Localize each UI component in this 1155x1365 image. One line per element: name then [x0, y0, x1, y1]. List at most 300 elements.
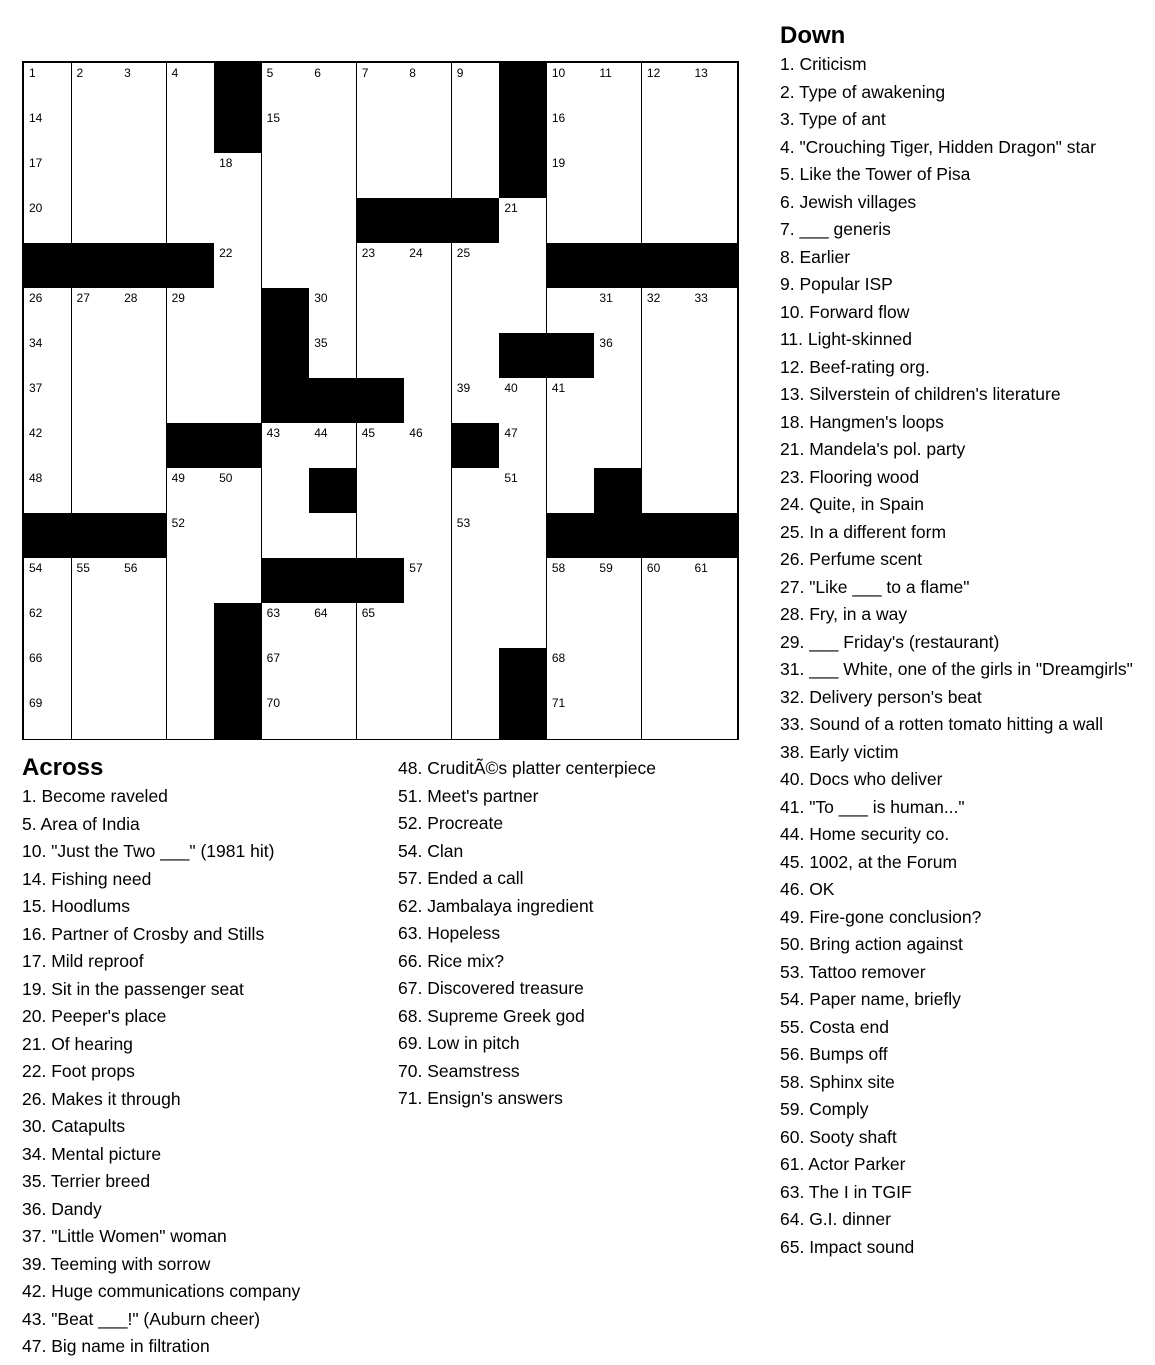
grid-cell[interactable]	[642, 153, 690, 199]
grid-cell[interactable]	[262, 63, 310, 109]
clue: 28. Fry, in a way	[780, 604, 908, 624]
grid-cell[interactable]	[72, 198, 120, 244]
grid-cell[interactable]	[452, 513, 500, 559]
grid-cell[interactable]	[309, 333, 357, 379]
grid-cell[interactable]	[689, 333, 737, 379]
grid-cell[interactable]	[357, 603, 405, 649]
cell-number: 1	[29, 66, 36, 80]
grid-cell[interactable]	[167, 603, 215, 649]
grid-cell[interactable]	[167, 153, 215, 199]
clue: 39. Teeming with sorrow	[22, 1253, 211, 1274]
grid-cell[interactable]	[689, 648, 737, 694]
grid-cell[interactable]	[404, 558, 452, 604]
grid-cell[interactable]	[262, 513, 310, 559]
grid-cell[interactable]	[404, 693, 452, 739]
grid-cell[interactable]	[167, 378, 215, 424]
grid-cell[interactable]	[357, 333, 405, 379]
black-square	[404, 198, 452, 244]
clue: 37. "Little Women" woman	[22, 1226, 227, 1246]
cell-number: 37	[29, 381, 43, 395]
cell-number: 18	[219, 156, 233, 170]
grid-cell[interactable]	[499, 513, 547, 559]
black-square	[642, 243, 690, 289]
grid-cell[interactable]	[642, 108, 690, 154]
across-clues-continued	[398, 755, 656, 1113]
clue: 1. Criticism	[780, 54, 867, 74]
clue: 53. Tattoo remover	[780, 961, 926, 982]
clue: 63. Hopeless	[398, 923, 501, 943]
across-clue-list-1	[22, 783, 300, 1361]
cell-number: 27	[76, 291, 90, 305]
cell-number: 58	[551, 561, 566, 575]
clue: 27. "Like ___ to a flame"	[780, 576, 970, 597]
black-square	[309, 468, 357, 514]
grid-cell[interactable]	[547, 108, 595, 154]
grid-cell[interactable]	[357, 513, 405, 559]
black-square	[642, 513, 690, 559]
grid-cell[interactable]	[262, 423, 310, 469]
black-square	[214, 63, 262, 109]
clue: 45. 1002, at the Forum	[780, 851, 958, 872]
clue: 2. Type of awakening	[780, 81, 946, 102]
grid-cell[interactable]	[24, 603, 72, 649]
grid-cell[interactable]	[262, 468, 310, 514]
clue: 21. Mandela's pol. party	[780, 439, 966, 459]
clue: 29. ___ Friday's (restaurant)	[780, 631, 1000, 652]
grid-cell[interactable]	[642, 693, 690, 739]
grid-cell[interactable]	[119, 603, 167, 649]
grid-cell[interactable]	[119, 153, 167, 199]
cell-number: 48	[29, 471, 43, 485]
grid-cell[interactable]	[404, 648, 452, 694]
grid-cell[interactable]	[262, 648, 310, 694]
clue: 25. In a different form	[780, 521, 947, 542]
grid-cell[interactable]	[594, 108, 642, 154]
grid-cell[interactable]	[452, 243, 500, 289]
grid-cell[interactable]	[404, 108, 452, 154]
grid-cell[interactable]	[119, 468, 167, 514]
grid-cell[interactable]	[499, 468, 547, 514]
cell-number: 13	[694, 66, 708, 80]
grid-cell[interactable]	[547, 603, 595, 649]
clue: 10. "Just the Two ___" (1981 hit)	[22, 841, 275, 861]
grid-cell[interactable]	[452, 558, 500, 604]
grid-cell[interactable]	[642, 423, 690, 469]
grid-cell[interactable]	[452, 333, 500, 379]
grid-cell[interactable]	[452, 153, 500, 199]
grid-cell[interactable]	[357, 108, 405, 154]
grid-cell[interactable]	[547, 378, 595, 424]
grid-cell[interactable]	[72, 63, 120, 109]
cell-number: 40	[504, 381, 518, 395]
black-square	[167, 423, 215, 469]
grid-cell[interactable]	[404, 153, 452, 199]
clue: 10. Forward flow	[780, 301, 910, 322]
grid-cell[interactable]	[214, 333, 262, 379]
grid-cell[interactable]	[547, 198, 595, 244]
clue: 21. Of hearing	[22, 1033, 133, 1054]
grid-cell[interactable]	[547, 468, 595, 514]
grid-cell[interactable]	[642, 648, 690, 694]
grid-cell[interactable]	[72, 423, 120, 469]
cell-number: 45	[361, 426, 376, 440]
clue: 5. Like the Tower of Pisa	[780, 164, 971, 184]
cell-number: 69	[29, 696, 43, 710]
grid-cell[interactable]	[167, 693, 215, 739]
grid-cell[interactable]	[119, 198, 167, 244]
grid-cell[interactable]	[642, 378, 690, 424]
down-clues	[780, 21, 1152, 1261]
black-square	[499, 63, 547, 109]
clue: 64. G.I. dinner	[780, 1209, 891, 1229]
cell-number: 53	[456, 516, 471, 530]
cell-number: 63	[266, 606, 281, 620]
grid-cell[interactable]	[119, 288, 167, 334]
cell-number: 23	[361, 246, 376, 260]
grid-cell[interactable]	[214, 513, 262, 559]
black-square	[452, 198, 500, 244]
grid-cell[interactable]	[72, 468, 120, 514]
grid-cell[interactable]	[24, 468, 72, 514]
grid-cell[interactable]	[167, 198, 215, 244]
cell-number: 22	[219, 246, 233, 260]
grid-cell[interactable]	[167, 468, 215, 514]
grid-cell[interactable]	[404, 288, 452, 334]
clue: 47. Big name in filtration	[22, 1336, 210, 1356]
grid-cell[interactable]	[594, 378, 642, 424]
clue: 4. "Crouching Tiger, Hidden Dragon" star	[780, 136, 1096, 157]
grid-cell[interactable]	[547, 558, 595, 604]
grid-cell[interactable]	[167, 63, 215, 109]
grid-cell[interactable]	[309, 513, 357, 559]
grid-cell[interactable]	[357, 468, 405, 514]
grid-cell[interactable]	[262, 603, 310, 649]
grid-cell[interactable]	[594, 63, 642, 109]
clue: 17. Mild reproof	[22, 951, 144, 971]
black-square	[452, 423, 500, 469]
black-square	[262, 378, 310, 424]
grid-cell[interactable]	[167, 513, 215, 559]
grid-cell[interactable]	[167, 558, 215, 604]
grid-cell[interactable]	[119, 378, 167, 424]
grid-cell[interactable]	[24, 288, 72, 334]
cell-number: 34	[29, 336, 43, 350]
grid-cell[interactable]	[214, 288, 262, 334]
grid-cell[interactable]	[642, 333, 690, 379]
grid-cell[interactable]	[547, 153, 595, 199]
cell-number: 68	[551, 651, 566, 665]
grid-cell[interactable]	[309, 108, 357, 154]
grid-cell[interactable]	[404, 243, 452, 289]
grid-cell[interactable]	[404, 378, 452, 424]
grid-cell[interactable]	[309, 648, 357, 694]
cell-number: 59	[599, 561, 613, 575]
black-square	[499, 648, 547, 694]
clue: 54. Paper name, briefly	[780, 989, 961, 1009]
cell-number: 51	[504, 471, 518, 485]
grid-cell[interactable]	[452, 63, 500, 109]
grid-cell[interactable]	[689, 378, 737, 424]
grid-cell[interactable]	[72, 378, 120, 424]
grid-cell[interactable]	[357, 288, 405, 334]
grid-cell[interactable]	[642, 603, 690, 649]
grid-cell[interactable]	[499, 288, 547, 334]
grid-cell[interactable]	[452, 288, 500, 334]
grid-cell[interactable]	[642, 198, 690, 244]
grid-cell[interactable]	[689, 63, 737, 109]
grid-cell[interactable]	[499, 558, 547, 604]
grid-cell[interactable]	[452, 378, 500, 424]
grid-cell[interactable]	[262, 153, 310, 199]
cell-number: 17	[29, 156, 43, 170]
grid-cell[interactable]	[262, 693, 310, 739]
grid-cell[interactable]	[309, 198, 357, 244]
grid-cell[interactable]	[594, 603, 642, 649]
clue: 5. Area of India	[22, 813, 140, 834]
grid-cell[interactable]	[167, 333, 215, 379]
clue: 71. Ensign's answers	[398, 1088, 563, 1108]
grid-cell[interactable]	[119, 423, 167, 469]
black-square	[689, 513, 737, 559]
grid-cell[interactable]	[357, 648, 405, 694]
cell-number: 61	[694, 561, 708, 575]
clue: 15. Hoodlums	[22, 896, 130, 916]
cell-number: 5	[266, 66, 274, 80]
grid-cell[interactable]	[119, 63, 167, 109]
grid-cell[interactable]	[309, 288, 357, 334]
grid-cell[interactable]	[24, 108, 72, 154]
clue: 16. Partner of Crosby and Stills	[22, 923, 265, 944]
clue: 32. Delivery person's beat	[780, 686, 982, 707]
grid-cell[interactable]	[594, 153, 642, 199]
clue: 44. Home security co.	[780, 824, 950, 844]
black-square	[119, 513, 167, 559]
grid-cell[interactable]	[499, 603, 547, 649]
grid-cell[interactable]	[499, 378, 547, 424]
cell-number: 46	[409, 426, 423, 440]
grid-cell[interactable]	[119, 558, 167, 604]
grid-cell[interactable]	[642, 63, 690, 109]
cell-number: 25	[456, 246, 471, 260]
grid-cell[interactable]	[689, 153, 737, 199]
cell-number: 43	[266, 426, 281, 440]
grid-cell[interactable]	[167, 648, 215, 694]
clue: 68. Supreme Greek god	[398, 1005, 585, 1026]
grid-cell[interactable]	[642, 558, 690, 604]
grid-cell[interactable]	[24, 153, 72, 199]
cell-number: 52	[171, 516, 185, 530]
cell-number: 54	[29, 561, 43, 575]
grid-cell[interactable]	[404, 468, 452, 514]
clue: 43. "Beat ___!" (Auburn cheer)	[22, 1308, 261, 1329]
clue: 38. Early victim	[780, 741, 899, 762]
grid-cell[interactable]	[689, 423, 737, 469]
grid-cell[interactable]	[357, 63, 405, 109]
clue: 69. Low in pitch	[398, 1033, 520, 1053]
black-square	[357, 198, 405, 244]
grid-cell[interactable]	[689, 558, 737, 604]
grid-cell[interactable]	[404, 603, 452, 649]
grid-cell[interactable]	[547, 63, 595, 109]
grid-cell[interactable]	[167, 288, 215, 334]
grid-cell[interactable]	[72, 693, 120, 739]
grid-cell[interactable]	[404, 63, 452, 109]
cell-number: 28	[124, 291, 138, 305]
grid-cell[interactable]	[72, 558, 120, 604]
grid-cell[interactable]	[262, 108, 310, 154]
cell-number: 64	[314, 606, 328, 620]
grid-cell[interactable]	[214, 378, 262, 424]
clue: 40. Docs who deliver	[780, 769, 943, 789]
black-square	[309, 558, 357, 604]
clue: 12. Beef-rating org.	[780, 356, 930, 377]
grid-cell[interactable]	[642, 468, 690, 514]
cell-number: 65	[361, 606, 376, 620]
clue: 8. Earlier	[780, 246, 851, 267]
clue: 18. Hangmen's loops	[780, 411, 944, 432]
grid-cell[interactable]	[689, 288, 737, 334]
grid-cell[interactable]	[357, 153, 405, 199]
grid-cell[interactable]	[594, 423, 642, 469]
clue: 48. CruditÃ©s platter centerpiece	[398, 758, 657, 778]
grid-cell[interactable]	[119, 333, 167, 379]
grid-cell[interactable]	[214, 558, 262, 604]
grid-cell[interactable]	[547, 693, 595, 739]
clue: 24. Quite, in Spain	[780, 494, 924, 514]
grid-cell[interactable]	[594, 333, 642, 379]
black-square	[72, 243, 120, 289]
clue: 57. Ended a call	[398, 868, 524, 888]
grid-cell[interactable]	[214, 468, 262, 514]
grid-cell[interactable]	[214, 243, 262, 289]
grid-cell[interactable]	[214, 198, 262, 244]
black-square	[262, 288, 310, 334]
cell-number: 24	[409, 246, 423, 260]
grid-cell[interactable]	[119, 693, 167, 739]
grid-cell[interactable]	[72, 603, 120, 649]
grid-cell[interactable]	[452, 603, 500, 649]
cell-number: 41	[551, 381, 566, 395]
grid-cell[interactable]	[24, 378, 72, 424]
grid-cell[interactable]	[309, 603, 357, 649]
grid-cell[interactable]	[167, 108, 215, 154]
cell-number: 30	[314, 291, 328, 305]
grid-cell[interactable]	[309, 693, 357, 739]
cell-number: 16	[551, 111, 566, 125]
grid-cell[interactable]	[499, 243, 547, 289]
black-square	[24, 243, 72, 289]
grid-cell[interactable]	[547, 288, 595, 334]
grid-cell[interactable]	[357, 693, 405, 739]
grid-cell[interactable]	[547, 648, 595, 694]
grid-cell[interactable]	[309, 423, 357, 469]
cell-number: 8	[409, 66, 416, 80]
grid-cell[interactable]	[452, 108, 500, 154]
grid-cell[interactable]	[642, 288, 690, 334]
grid-cell[interactable]	[24, 63, 72, 109]
grid-cell[interactable]	[72, 648, 120, 694]
grid-cell[interactable]	[24, 198, 72, 244]
cell-number: 11	[599, 66, 612, 80]
grid-cell[interactable]	[404, 513, 452, 559]
grid-cell[interactable]	[594, 648, 642, 694]
grid-cell[interactable]	[24, 333, 72, 379]
cell-number: 31	[599, 291, 613, 305]
grid-cell[interactable]	[309, 63, 357, 109]
clue: 33. Sound of a rotten tomato hitting a wall	[780, 714, 1103, 734]
grid-cell[interactable]	[594, 693, 642, 739]
grid-cell[interactable]	[594, 198, 642, 244]
grid-cell[interactable]	[404, 423, 452, 469]
grid-cell[interactable]	[594, 558, 642, 604]
down-heading: Down	[780, 22, 846, 49]
grid-cell[interactable]	[262, 243, 310, 289]
clue: 41. "To ___ is human..."	[780, 796, 965, 817]
grid-cell[interactable]	[452, 693, 500, 739]
grid-cell[interactable]	[262, 198, 310, 244]
grid-cell[interactable]	[689, 108, 737, 154]
cell-number: 55	[76, 561, 90, 575]
grid-cell[interactable]	[689, 603, 737, 649]
clue: 66. Rice mix?	[398, 950, 505, 971]
black-square	[72, 513, 120, 559]
grid-cell[interactable]	[72, 108, 120, 154]
clue: 67. Discovered treasure	[398, 978, 584, 998]
black-square	[357, 378, 405, 424]
black-square	[214, 423, 262, 469]
cell-number: 10	[551, 66, 566, 80]
cell-number: 29	[171, 291, 185, 305]
grid-cell[interactable]	[452, 648, 500, 694]
clue: 11. Light-skinned	[780, 329, 912, 349]
cell-number: 47	[504, 426, 518, 440]
grid-cell[interactable]	[404, 333, 452, 379]
grid-cell[interactable]	[119, 648, 167, 694]
grid-cell[interactable]	[499, 423, 547, 469]
grid-cell[interactable]	[499, 198, 547, 244]
cell-number: 49	[171, 471, 185, 485]
grid-cell[interactable]	[119, 108, 167, 154]
grid-cell[interactable]	[24, 648, 72, 694]
clue: 35. Terrier breed	[22, 1171, 151, 1191]
grid-cell[interactable]	[24, 693, 72, 739]
grid-cell[interactable]	[72, 153, 120, 199]
grid-cell[interactable]	[72, 288, 120, 334]
down-clue-list	[780, 51, 1152, 1261]
grid-cell[interactable]	[357, 423, 405, 469]
cell-number: 66	[29, 651, 43, 665]
grid-cell[interactable]	[24, 423, 72, 469]
grid-cell[interactable]	[309, 243, 357, 289]
clue: 55. Costa end	[780, 1016, 889, 1037]
cell-number: 6	[314, 66, 321, 80]
grid-cell[interactable]	[452, 468, 500, 514]
grid-cell[interactable]	[689, 693, 737, 739]
grid-cell[interactable]	[547, 423, 595, 469]
grid-cell[interactable]	[72, 333, 120, 379]
clue: 49. Fire-gone conclusion?	[780, 906, 982, 927]
black-square	[214, 693, 262, 739]
cell-number: 57	[409, 561, 423, 575]
grid-cell[interactable]	[214, 153, 262, 199]
grid-cell[interactable]	[594, 288, 642, 334]
grid-cell[interactable]	[24, 558, 72, 604]
black-square	[499, 333, 547, 379]
grid-cell[interactable]	[689, 468, 737, 514]
grid-cell[interactable]	[357, 243, 405, 289]
grid-cell[interactable]	[689, 198, 737, 244]
grid-cell[interactable]	[309, 153, 357, 199]
